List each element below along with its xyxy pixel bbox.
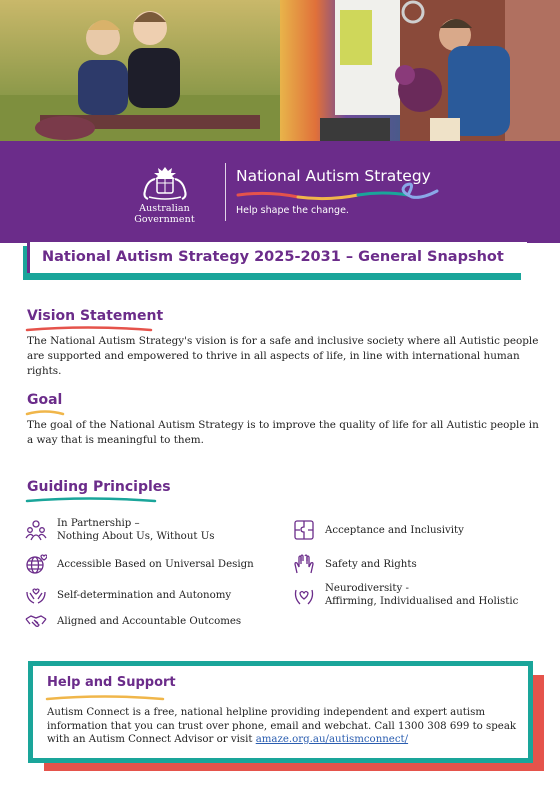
help-body: Autism Connect is a free, national helpline providing independent and expert autism information that you can trust over phone, email and webchat. Call 1300 308 699 to speak with an Autism Connect Advisor or visit [47, 707, 517, 745]
principle-safety [293, 553, 417, 575]
principle-label: Safety and Rights [325, 558, 417, 570]
snapshot-title: National Autism Strategy 2025-2031 – General Snapshot [42, 249, 504, 265]
header-band [0, 141, 560, 243]
principle-label: Neurodiversity - Affirming, Individualised and Holistic [325, 583, 519, 607]
goal-underline [25, 409, 67, 417]
crest-caption: Australian Government [134, 203, 195, 225]
principle-label: Accessible Based on Universal Design [57, 558, 254, 570]
vision-text: The National Autism Strategy's vision is for a safe and inclusive society where all Autistic people are supported and empowered to thrive in all aspects of life, in line with international human rights. [27, 335, 539, 377]
help-underline [45, 694, 167, 702]
coat-of-arms-icon [135, 163, 195, 201]
principle-label: Acceptance and Inclusivity [325, 524, 464, 536]
title-panel [27, 241, 527, 273]
principle-label: Aligned and Accountable Outcomes [57, 615, 242, 627]
handshake-icon [25, 610, 47, 632]
principle-partnership [25, 517, 215, 543]
globe-heart-icon [25, 553, 47, 575]
puzzle-icon [293, 519, 315, 541]
principle-acceptance [293, 519, 464, 541]
government-crest [112, 163, 217, 223]
help-support-box [28, 661, 533, 763]
principle-neurodiversity [293, 582, 518, 608]
principles-underline [25, 496, 160, 504]
principle-label: Self-determination and Autonomy [57, 589, 232, 601]
principle-aligned [25, 610, 241, 632]
people-partnership-icon [25, 519, 47, 541]
help-text [47, 706, 525, 747]
vision-heading: Vision Statement [27, 308, 164, 324]
header-divider [225, 163, 226, 221]
heart-hands-icon [293, 584, 315, 606]
raised-hands-icon [293, 553, 315, 575]
brand-swoosh-graphic [236, 181, 441, 205]
help-heading: Help and Support [47, 675, 176, 690]
strategy-title: National Autism Strategy [236, 167, 431, 185]
hands-heart-icon [25, 584, 47, 606]
goal-text: The goal of the National Autism Strategy is to improve the quality of life for all Autistic people in a way that is meaningful to them. [27, 419, 539, 446]
snapshot-title-box [23, 238, 543, 278]
goal-heading: Goal [27, 392, 63, 408]
principle-accessible [25, 553, 254, 575]
tagline: Help shape the change. [236, 205, 349, 216]
principle-self-determination [25, 584, 231, 606]
autism-connect-link[interactable]: amaze.org.au/autismconnect/ [255, 734, 409, 745]
principle-label: In Partnership – Nothing About Us, Without Us [57, 518, 215, 542]
hero-photo [0, 0, 560, 141]
vision-underline [25, 325, 155, 333]
principles-heading: Guiding Principles [27, 479, 171, 495]
